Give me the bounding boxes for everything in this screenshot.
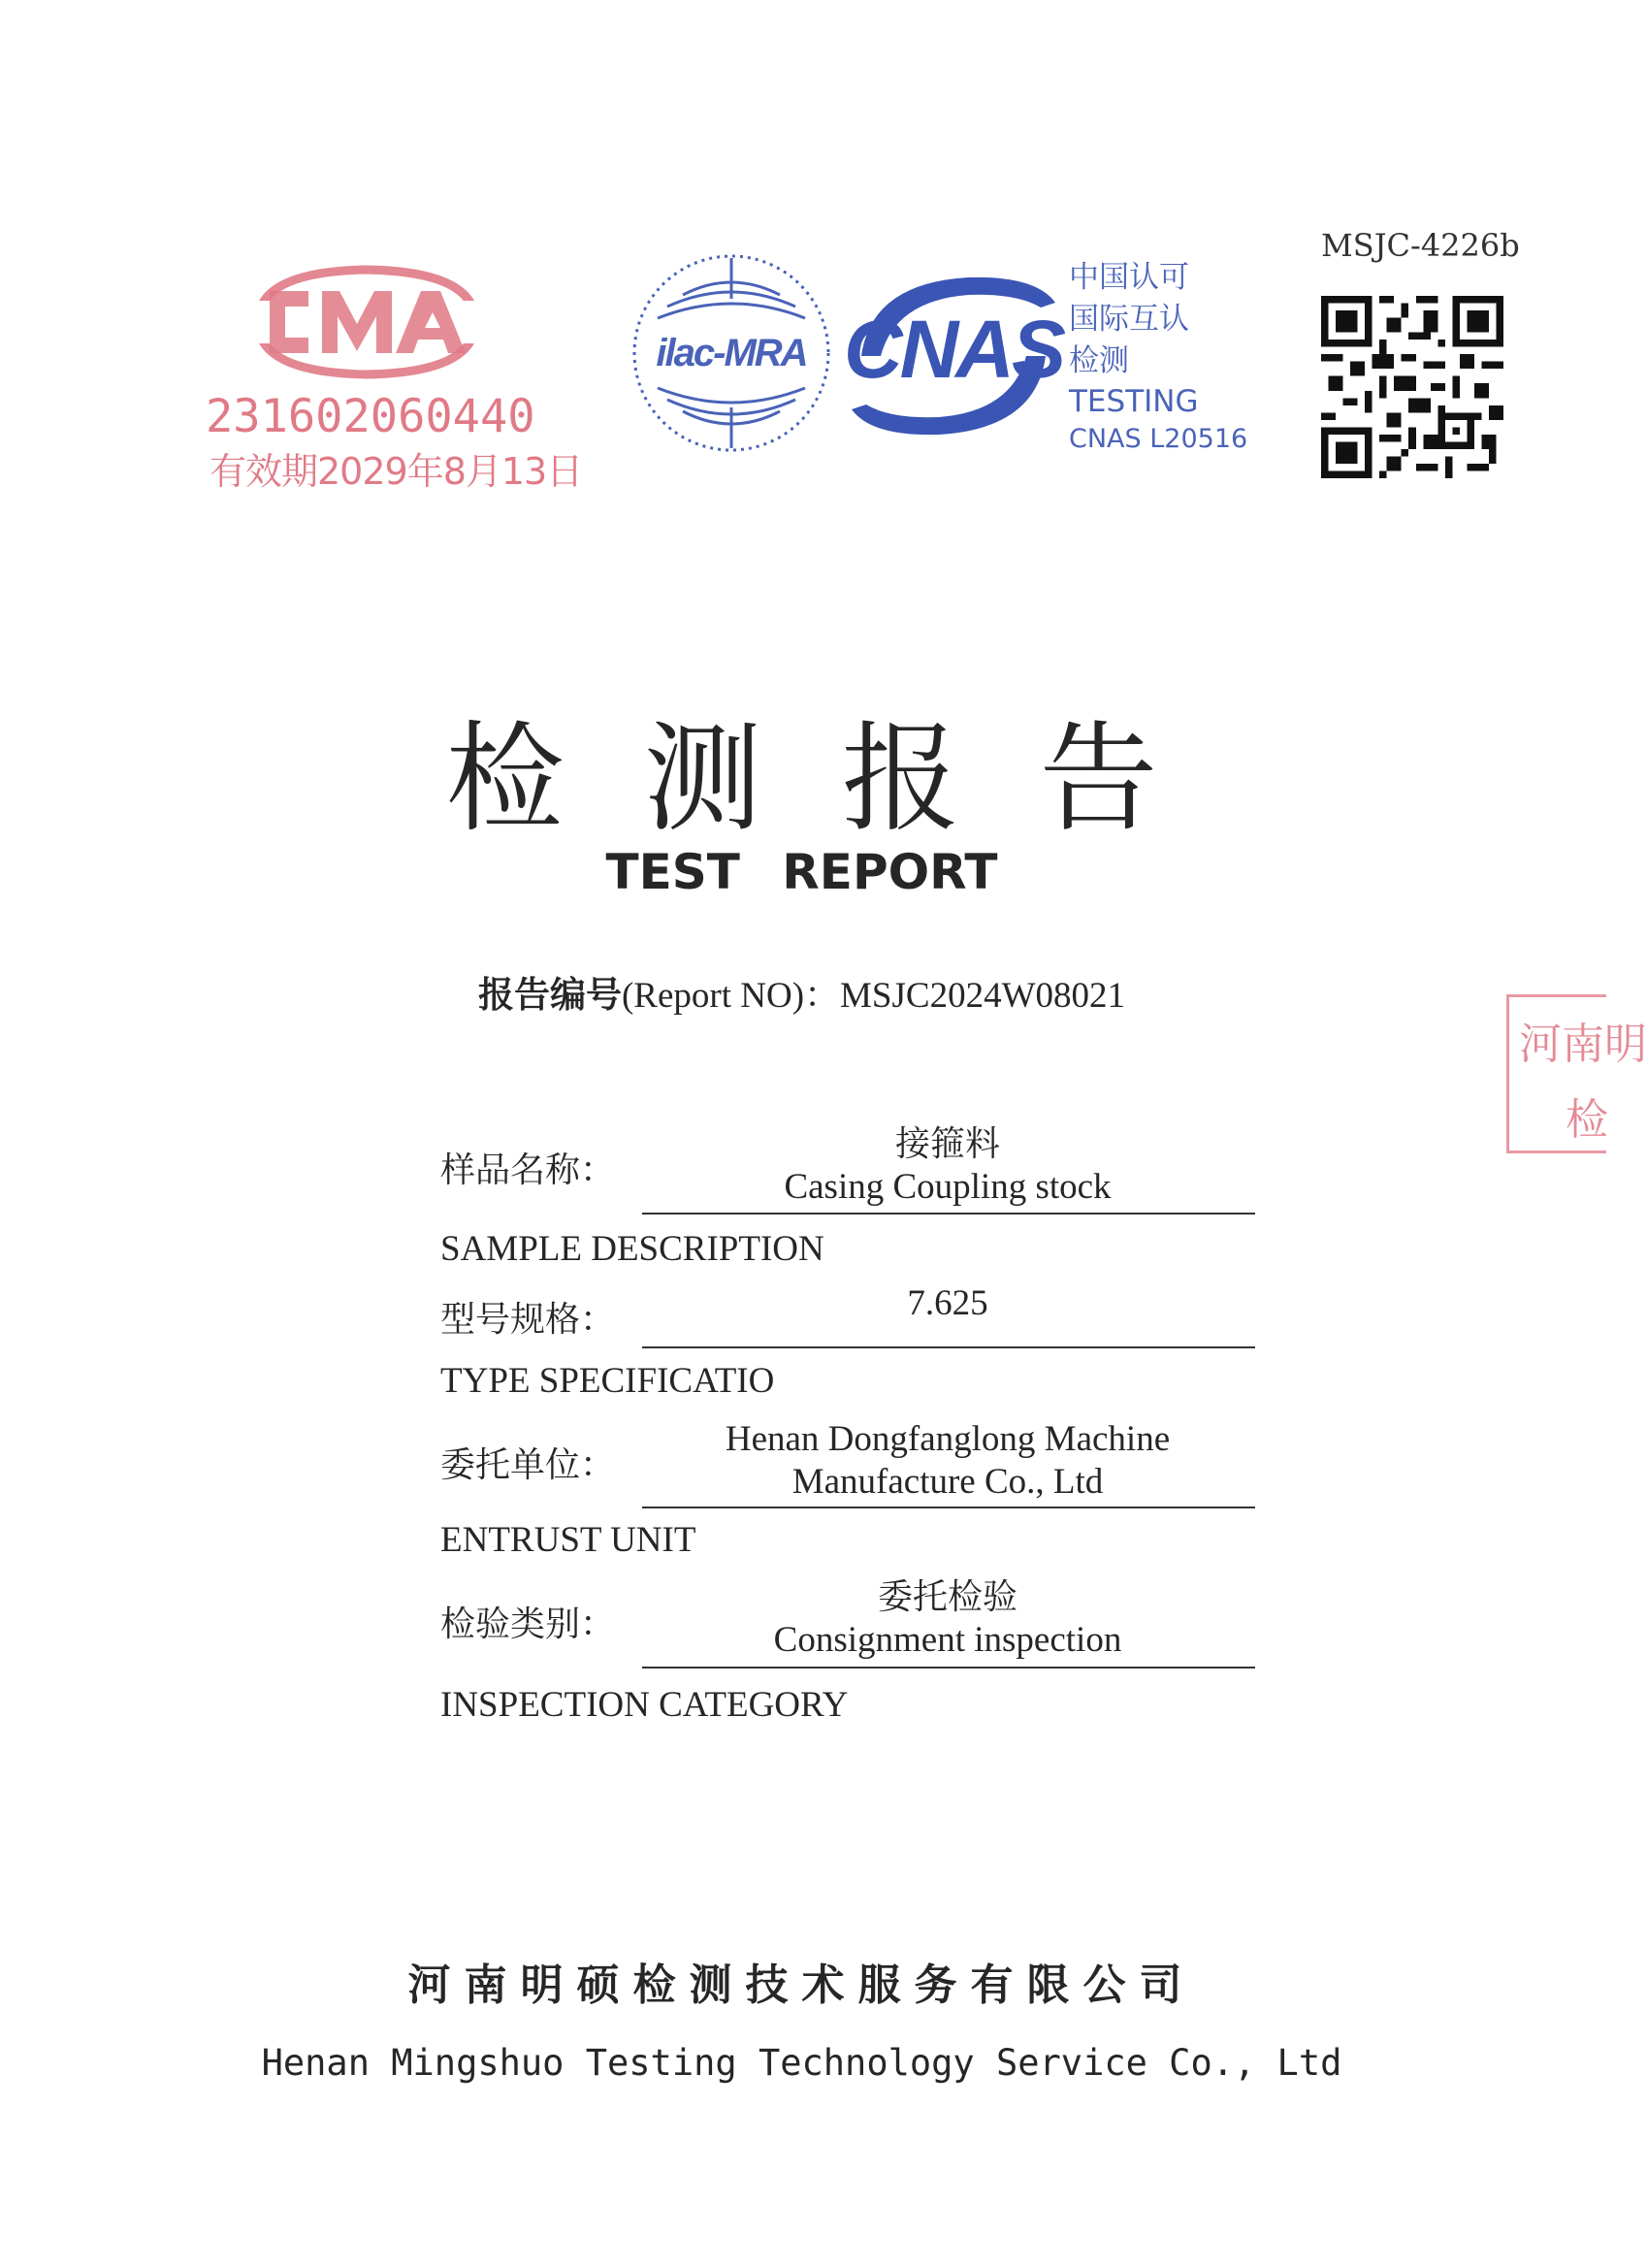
qr-code-icon: [1321, 296, 1503, 478]
category-label-en: INSPECTION CATEGORY: [440, 1685, 849, 1725]
category-underline: [642, 1667, 1255, 1669]
side-stamp-line-2: 检: [1566, 1095, 1608, 1145]
side-stamp-line-1: 河南明: [1519, 1020, 1647, 1069]
cma-number: 231602060440: [206, 390, 535, 443]
cnas-zh-line-3: 检测: [1069, 343, 1129, 378]
sample-value-en: Casing Coupling stock: [784, 1167, 1112, 1207]
side-seal-stamp: [1506, 994, 1647, 1153]
sample-underline: [642, 1213, 1255, 1215]
company-name-en: Henan Mingshuo Testing Technology Service Co., Ltd: [261, 2042, 1342, 2084]
entrust-value: [642, 1418, 1253, 1504]
report-number-label-zh: 报告编号: [477, 974, 622, 1016]
cnas-code: CNAS L20516: [1069, 424, 1248, 454]
cnas-word: CNAS: [843, 304, 1063, 395]
cnas-mark: [842, 264, 1065, 448]
report-title-en: TEST REPORT: [605, 844, 998, 900]
entrust-underline: [642, 1507, 1255, 1508]
entrust-label-zh: 委托单位：: [440, 1445, 616, 1485]
report-number: [0, 965, 1603, 1018]
category-value: [642, 1576, 1253, 1662]
ilac-mra-mark: [629, 250, 834, 456]
ilac-text: ilac-MRA: [656, 332, 807, 374]
cma-seal: [206, 254, 583, 497]
report-number-label-en: (Report NO)：: [621, 976, 841, 1016]
type-value: [642, 1282, 1253, 1325]
company-name-zh: 河南明硕检测技术服务有限公司: [407, 1960, 1196, 2010]
entrust-value-line-1: Henan Dongfanglong Machine: [725, 1419, 1171, 1459]
sample-value-zh: 接箍料: [894, 1124, 1000, 1164]
form-code: MSJC-4226b: [1321, 227, 1520, 264]
type-value-en: 7.625: [907, 1283, 988, 1323]
type-label-en: TYPE SPECIFICATIO: [440, 1361, 775, 1401]
category-value-zh: 委托检验: [877, 1577, 1017, 1617]
cma-validity: 有效期2029年8月13日: [210, 450, 583, 493]
entrust-value-line-2: Manufacture Co., Ltd: [791, 1462, 1104, 1502]
report-title-zh: 检测报告: [445, 710, 1238, 848]
sample-value: [642, 1123, 1253, 1209]
type-label-zh: 型号规格：: [440, 1300, 616, 1340]
sample-label-en: SAMPLE DESCRIPTION: [440, 1229, 824, 1269]
cnas-testing: TESTING: [1069, 384, 1199, 419]
cma-logo-icon: [241, 262, 493, 383]
category-value-en: Consignment inspection: [773, 1620, 1122, 1660]
category-label-zh: 检验类别：: [440, 1604, 616, 1644]
cnas-zh-line-2: 国际互认: [1069, 302, 1189, 337]
cnas-zh-line-1: 中国认可: [1069, 260, 1189, 295]
entrust-label-en: ENTRUST UNIT: [440, 1520, 696, 1560]
type-underline: [642, 1346, 1255, 1348]
sample-label-zh: 样品名称：: [440, 1150, 616, 1190]
report-number-value: MSJC2024W08021: [840, 976, 1126, 1016]
cnas-caption: [1069, 257, 1253, 457]
